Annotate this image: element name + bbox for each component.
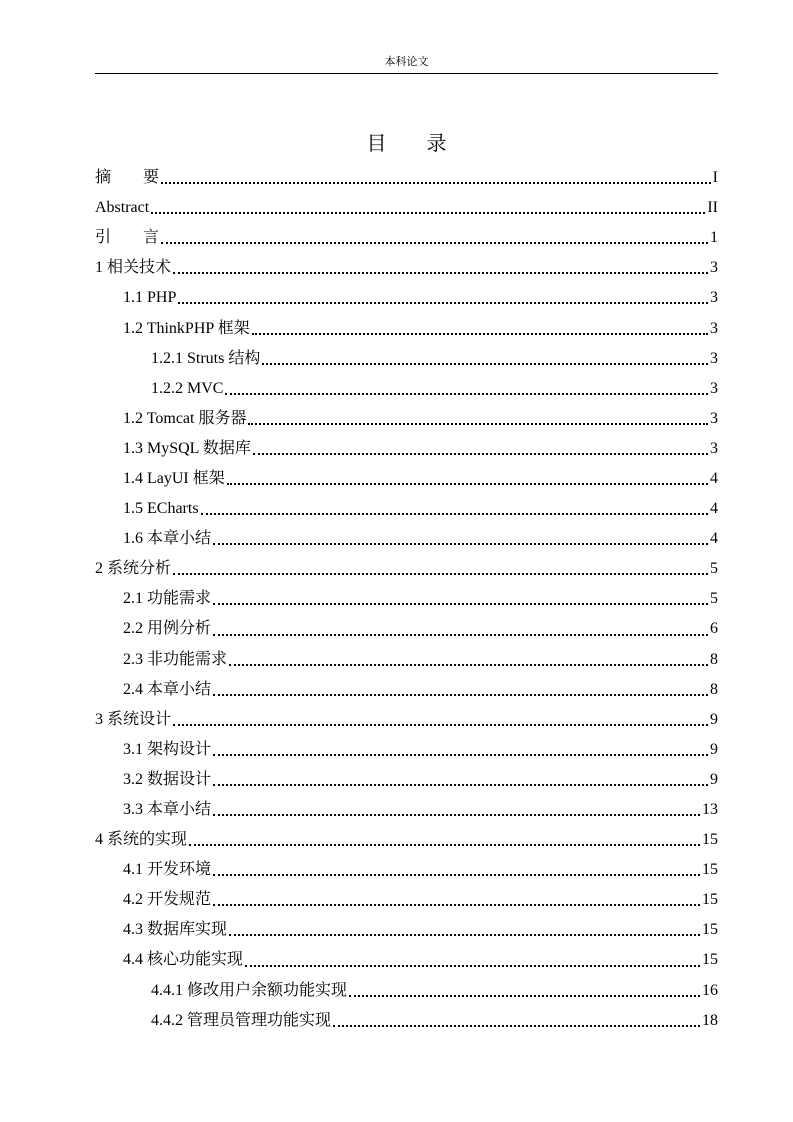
toc-entry-label: 1.4 LayUI 框架 [123,469,225,487]
toc-entry-label: 1.3 MySQL 数据库 [123,439,251,457]
toc-entry[interactable] [95,374,718,404]
toc-leader-dots [349,994,700,997]
toc-leader-dots [213,693,708,696]
toc-leader-dots [201,512,708,515]
toc-leader-dots [161,241,708,244]
toc-entry-page-number: 8 [710,650,718,668]
toc-entry[interactable] [95,675,718,705]
toc-entry-page-number: 9 [710,770,718,788]
toc-entry[interactable] [95,193,718,223]
toc-entry-page-number: 16 [702,981,718,999]
toc-entry[interactable] [95,765,718,795]
toc-entry-label: 4.4.2 管理员管理功能实现 [151,1011,332,1029]
toc-entry-label: 4.4 核心功能实现 [123,951,244,969]
toc-entry[interactable] [95,705,718,735]
toc-leader-dots [252,332,708,335]
toc-leader-dots [161,181,711,184]
toc-entry-label: 2.1 功能需求 [123,590,212,608]
toc-leader-dots [213,783,708,786]
toc-entry-page-number: 15 [702,921,718,939]
toc-entry[interactable] [95,313,718,343]
toc-entry-label: 3.2 数据设计 [123,770,212,788]
toc-entry-page-number: 6 [710,620,718,638]
toc-leader-dots [248,422,708,425]
toc-leader-dots [262,362,708,365]
table-of-contents [95,163,718,1036]
toc-entry[interactable] [95,344,718,374]
toc-entry-label: 1.2.1 Struts 结构 [151,349,261,367]
toc-entry-label: Abstract [95,199,150,217]
toc-entry-page-number: 15 [702,861,718,879]
toc-entry[interactable] [95,223,718,253]
toc-entry-page-number: 15 [702,891,718,909]
toc-entry[interactable] [95,163,718,193]
toc-entry[interactable] [95,404,718,434]
toc-entry[interactable] [95,915,718,945]
toc-entry-label: 4.2 开发规范 [123,891,212,909]
toc-leader-dots [178,301,708,304]
toc-entry-label: 2.4 本章小结 [123,680,212,698]
toc-entry-page-number: 3 [710,379,718,397]
toc-leader-dots [189,843,700,846]
toc-leader-dots [333,1024,700,1027]
toc-entry[interactable] [95,976,718,1006]
header-rule [95,73,718,74]
toc-entry-page-number: 3 [710,439,718,457]
toc-leader-dots [213,813,700,816]
toc-leader-dots [213,542,708,545]
toc-entry-label: 1.5 ECharts [123,500,199,518]
toc-entry[interactable] [95,554,718,584]
toc-entry-page-number: 4 [710,530,718,548]
toc-entry-page-number: 15 [702,951,718,969]
toc-entry[interactable] [95,253,718,283]
toc-entry-page-number: II [707,199,718,217]
toc-leader-dots [225,392,708,395]
toc-leader-dots [173,723,708,726]
toc-leader-dots [173,271,708,274]
toc-leader-dots [213,873,700,876]
toc-entry-label: 1.2 Tomcat 服务器 [123,409,247,427]
toc-leader-dots [253,452,708,455]
toc-leader-dots [151,211,705,214]
toc-entry-page-number: 5 [710,560,718,578]
toc-title [95,131,718,157]
toc-entry[interactable] [95,885,718,915]
toc-entry-label: 2.2 用例分析 [123,620,212,638]
toc-entry-page-number: 18 [702,1011,718,1029]
toc-entry-page-number: 9 [710,740,718,758]
toc-entry-label: 4 系统的实现 [95,831,188,849]
toc-title-left: 目 [366,133,387,155]
toc-leader-dots [213,633,708,636]
toc-entry-page-number: 3 [710,289,718,307]
page-header: 本科论文 [384,56,429,68]
toc-entry-label: 3 系统设计 [95,710,172,728]
toc-entry-label: 1.2 ThinkPHP 框架 [123,319,250,337]
toc-leader-dots [229,663,708,666]
toc-entry-page-number: 8 [710,680,718,698]
toc-entry-label: 2 系统分析 [95,560,172,578]
toc-entry-page-number: 3 [710,349,718,367]
toc-entry-page-number: 4 [710,500,718,518]
toc-leader-dots [229,933,700,936]
toc-entry-label: 3.1 架构设计 [123,740,212,758]
toc-entry[interactable] [95,795,718,825]
toc-entry-page-number: 9 [710,710,718,728]
toc-entry[interactable] [95,283,718,313]
toc-entry-label: 摘 要 [95,169,160,187]
toc-entry[interactable] [95,645,718,675]
toc-entry-page-number: 3 [710,409,718,427]
toc-entry-page-number: 4 [710,469,718,487]
toc-entry[interactable] [95,735,718,765]
toc-entry-label: 引 言 [95,229,160,247]
toc-entry-page-number: 3 [710,319,718,337]
toc-title-right: 录 [426,133,447,155]
toc-entry-label: 1.6 本章小结 [123,530,212,548]
toc-leader-dots [227,482,708,485]
toc-entry[interactable] [95,584,718,614]
toc-entry-label: 1 相关技术 [95,259,172,277]
toc-entry-label: 3.3 本章小结 [123,801,212,819]
toc-entry-label: 4.4.1 修改用户余额功能实现 [151,981,348,999]
toc-leader-dots [173,572,708,575]
toc-entry-page-number: 1 [710,229,718,247]
toc-entry[interactable] [95,825,718,855]
toc-entry[interactable] [95,855,718,885]
toc-entry-page-number: 15 [702,831,718,849]
toc-leader-dots [213,753,708,756]
toc-entry-page-number: 5 [710,590,718,608]
toc-entry[interactable] [95,945,718,975]
toc-entry-label: 1.1 PHP [123,289,177,307]
toc-leader-dots [245,964,700,967]
toc-entry[interactable] [95,614,718,644]
toc-entry-label: 4.1 开发环境 [123,861,212,879]
toc-entry[interactable] [95,524,718,554]
toc-entry[interactable] [95,464,718,494]
toc-entry-page-number: 13 [702,801,718,819]
toc-entry[interactable] [95,1006,718,1036]
toc-entry-page-number: 3 [710,259,718,277]
toc-entry-label: 1.2.2 MVC [151,379,224,397]
toc-leader-dots [213,602,708,605]
toc-entry[interactable] [95,494,718,524]
toc-leader-dots [213,903,700,906]
toc-entry[interactable] [95,434,718,464]
toc-entry-page-number: I [712,169,718,187]
toc-entry-label: 4.3 数据库实现 [123,921,228,939]
toc-entry-label: 2.3 非功能需求 [123,650,228,668]
